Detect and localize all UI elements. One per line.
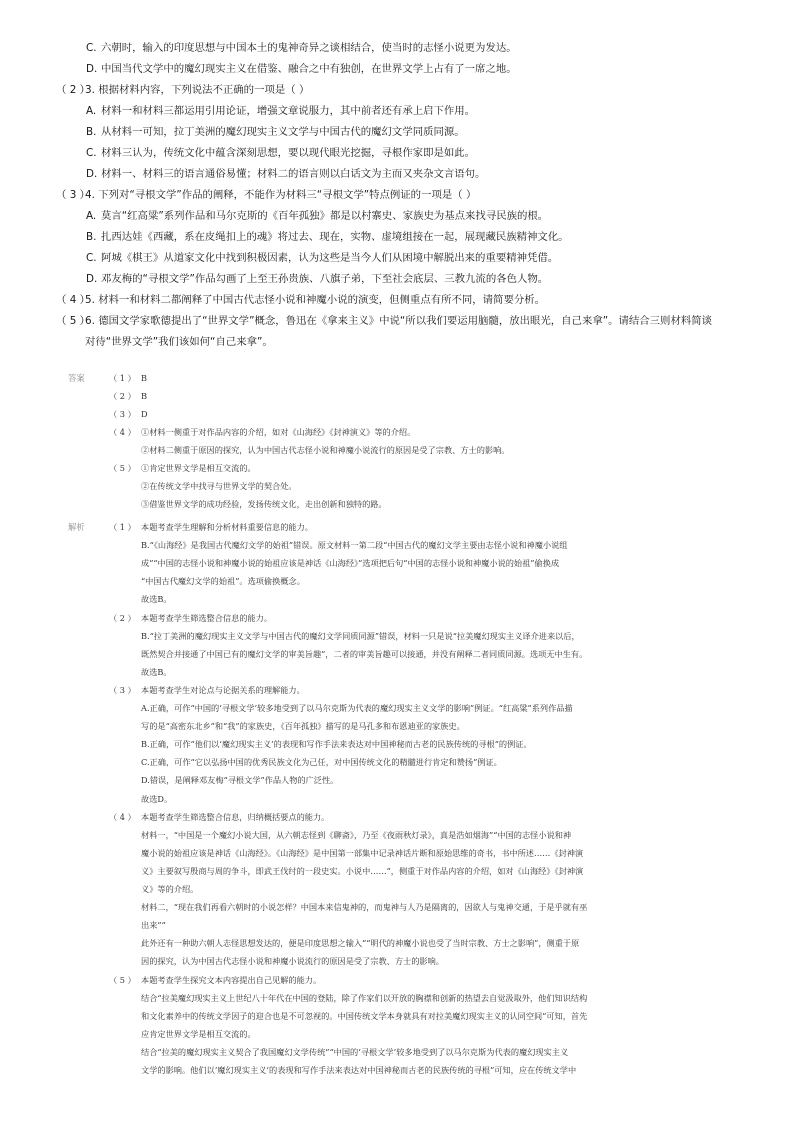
- option-row: [0, 250, 794, 271]
- item-text: ②材料二侧重于原因的探究，认为中国古代志怪小说和神魔小说流行的原因是受了宗教、方士的影响。: [141, 445, 510, 455]
- option-row: [0, 271, 794, 292]
- item-text: D: [141, 409, 148, 419]
- item-text: 本题考查学生筛选整合信息的能力。: [141, 612, 273, 623]
- item-text: 应肯定世界文学是相互交流的。: [141, 1028, 256, 1039]
- item-text: 材料二，“现在我们再看六朝时的小说怎样？中国本来信鬼神的，而鬼神与人乃是隔离的，因欲人与鬼神交通，于是乎就有巫: [141, 902, 588, 913]
- option-row: [0, 40, 794, 61]
- item-text: 文学的影响。他们以‘魔幻现实主义’的表现和写作手法来表达对中国神秘而古老的民族传统的寻根”可知，应在传统文学中: [141, 1065, 577, 1075]
- option-text: 邓友梅的“寻根文学”作品勾画了上至王孙贵族、八旗子弟，下至社会底层、三教九流的各色人物。: [101, 273, 549, 285]
- option-label: B.: [86, 126, 97, 138]
- question-number: （ 4 ）: [56, 294, 90, 306]
- item-text: B.“拉丁美洲的魔幻现实主义文学与中国古代的魔幻文学同质同源”错误，材料一只是说“拉美魔幻现实主义译介进来以后，: [141, 630, 580, 641]
- option-text: 六朝时，输入的印度思想与中国本土的鬼神奇异之谈相结合，使当时的志怪小说更为发达。: [101, 42, 517, 54]
- question-section: [0, 40, 794, 355]
- item-text: ②在传统文学中找寻与世界文学的契合处。: [141, 481, 297, 491]
- item-number: （ 1 ）: [109, 522, 136, 532]
- question-stem-row: [0, 313, 794, 334]
- question-number: （ 5 ）: [56, 315, 90, 327]
- question-stem-row: [0, 82, 794, 103]
- item-text: B: [141, 373, 148, 383]
- item-text: 成”“中国的志怪小说和神魔小说的始祖应该是神话《山海经》”选项把后句“中国的志怪小说和神魔小说的始祖”偷换成: [141, 558, 560, 569]
- item-text: 魔小说的始祖应该是神话《山海经》。《山海经》是中国第一部集中记录神话片断和原始思维的奇书，书中所述……《封神演: [141, 847, 584, 858]
- option-label: C.: [86, 147, 97, 159]
- option-text: 扎西达娃《西藏，系在皮绳扣上的魂》将过去、现在，实物、虚境组接在一起，展现藏民族精神文化。: [101, 231, 569, 243]
- option-row: [0, 166, 794, 187]
- question-stem: 对待“世界文学”我们该如何“自己来拿”。: [85, 336, 273, 348]
- option-label: D.: [86, 63, 98, 75]
- item-text: ①肯定世界文学是相互交流的。: [141, 463, 256, 473]
- item-text: 本题考查学生探究文本内容提出自己见解的能力。: [141, 974, 322, 985]
- question-stem: 4. 下列对“寻根文学”作品的阐释，不能作为材料三“寻根文学”特点例证的一项是（ ）: [85, 189, 477, 201]
- item-number: （ 2 ）: [109, 612, 136, 623]
- item-number: （ 3 ）: [109, 684, 136, 695]
- item-text: 本题考查学生理解和分析材料重要信息的能力。: [141, 522, 313, 532]
- option-label: B.: [86, 231, 97, 243]
- option-row: [0, 229, 794, 250]
- option-text: 材料三认为，传统文化中蕴含深刻思想，要以现代眼光挖掘，寻根作家即是如此。: [101, 147, 476, 159]
- option-label: D.: [86, 168, 98, 180]
- option-label: C.: [86, 42, 97, 54]
- option-label: D.: [86, 273, 98, 285]
- option-text: 阿城《棋王》从道家文化中找到积极因素，认为这些是当今人们从困境中解脱出来的重要精神凭借。: [101, 252, 559, 264]
- item-number: （ 5 ）: [109, 463, 136, 473]
- option-text: 从材料一可知，拉丁美洲的魔幻现实主义文学与中国古代的魔幻文学同质同源。: [101, 126, 465, 138]
- option-row: [0, 124, 794, 145]
- item-text: 写的是“高密东北乡”和“我”的家族史，《百年孤独》描写的是马孔多和布恩迪亚的家族史。: [141, 721, 465, 732]
- item-text: 和文化素养中的传统文学因子的迎合也是不可忽视的。中国传统文学本身就具有对拉美魔幻现实主义的认同空间”可知，首先: [141, 1010, 588, 1021]
- item-text: 因的探究，认为中国古代志怪小说和神魔小说流行的原因是受了宗教、方士的影响。: [141, 956, 444, 967]
- item-text: D.错误，是阐释邓友梅“寻根文学”作品人物的广泛性。: [141, 775, 339, 786]
- item-text: “中国古代魔幻文学的始祖”。选项偷换概念。: [141, 576, 305, 587]
- option-row: [0, 145, 794, 166]
- item-text: 义》主要叙写殷商与周的争斗，即武王伐纣的一段史实。小说中……”，侧重于对作品内容的介绍，如对《山海经》《封神演: [141, 865, 584, 876]
- item-number: （ 2 ）: [109, 391, 136, 401]
- item-number: （ 4 ）: [109, 427, 136, 437]
- option-label: A.: [86, 210, 97, 222]
- question-stem-continuation: [0, 334, 794, 355]
- item-text: ①材料一侧重于对作品内容的介绍，如对《山海经》《封神演义》等的介绍。: [141, 427, 416, 437]
- analysis-label: 解析: [68, 522, 85, 532]
- answer-label: 答案: [68, 373, 85, 383]
- item-text: C.正确，可作“它以弘扬中国的优秀民族文化为己任，对中国传统文化的精髓进行肯定和赞扬”例证。: [141, 757, 502, 768]
- item-text: 故选B。: [141, 666, 172, 677]
- item-text: 材料一，“中国是一个魔幻小说大国，从六朝志怪到《聊斋》，乃至《夜雨秋灯录》，真是浩如烟海”“中国的志怪小说和神: [141, 829, 572, 840]
- item-text: 此外还有一种助六朝人志怪思想发达的，便是印度思想之输入”“明代的神魔小说也受了当时宗教、方士之影响”，侧重于原: [141, 938, 580, 949]
- item-text: 本题考查学生筛选整合信息，归纳概括要点的能力。: [141, 811, 330, 822]
- question-number: （ 2 ）: [56, 84, 90, 96]
- item-number: （ 4 ）: [109, 811, 136, 822]
- item-text: B: [141, 391, 148, 401]
- item-number: （ 1 ）: [109, 373, 136, 383]
- item-text: 故选B。: [141, 594, 172, 605]
- question-stem-row: [0, 292, 794, 313]
- item-text: 本题考查学生对论点与论据关系的理解能力。: [141, 684, 305, 695]
- option-text: 莫言“红高粱”系列作品和马尔克斯的《百年孤独》都是以村寨史、家族史为基点来找寻民族的根。: [101, 210, 549, 222]
- question-stem: 6. 德国文学家歌德提出了“世界文学”概念，鲁迅在《拿来主义》中说“所以我们要运用脑髓，放出眼光，自己来拿”。请结合三则材料简谈: [85, 315, 713, 327]
- item-text: 故选D。: [141, 793, 173, 804]
- item-text: 既然契合并接通了中国已有的魔幻文学的审美旨趣”，二者的审美旨趣可以接通，并没有阐释二者同质同源。选项无中生有。: [141, 648, 588, 659]
- item-text: 出来”“: [141, 920, 166, 931]
- option-row: [0, 208, 794, 229]
- item-text: B.“《山海经》是我国古代魔幻文学的始祖”错误。原文材料一第二段“中国古代的魔幻文学主要由志怪小说和神魔小说组: [141, 540, 568, 551]
- item-text: ③借鉴世界文学的成功经验，发扬传统文化，走出创新和独特的路。: [141, 499, 387, 509]
- item-text: 结合“拉美的魔幻现实主义契合了我国魔幻文学传统”“中国的‘寻根文学’较多地受到了以马尔克斯为代表的魔幻现实主义: [141, 1046, 569, 1057]
- question-number: （ 3 ）: [56, 189, 90, 201]
- item-text: 义》等的介绍。: [141, 884, 199, 894]
- option-text: 中国当代文学中的魔幻现实主义在借鉴、融合之中有独创，在世界文学上占有了一席之地。: [101, 63, 517, 75]
- question-stem: 5. 材料一和材料二都阐释了中国古代志怪小说和神魔小说的演变，但侧重点有所不同，请简要分析。: [85, 294, 546, 306]
- option-label: C.: [86, 252, 97, 264]
- item-text: B.正确，可作“他们以‘魔幻现实主义’的表现和写作手法来表达对中国神秘而古老的民族传统的寻根”的例证。: [141, 739, 532, 750]
- item-number: （ 3 ）: [109, 409, 136, 419]
- option-text: 材料一、材料三的语言通俗易懂；材料二的语言则以白话文为主而又夹杂文言语句。: [101, 168, 486, 180]
- item-text: 结合“拉美魔幻现实主义上世纪八十年代在中国的登陆，除了作家们以开放的胸襟和创新的热望去自觉汲取外，他们知识结构: [141, 992, 588, 1003]
- item-text: A.正确，可作“中国的‘寻根文学’较多地受到了以马尔克斯为代表的魔幻现实主义文学的影响”例证。“红高粱”系列作品描: [141, 703, 573, 713]
- option-row: [0, 103, 794, 124]
- question-stem: 3. 根据材料内容，下列说法不正确的一项是（ ）: [85, 84, 310, 96]
- question-stem-row: [0, 187, 794, 208]
- item-number: （ 5 ）: [109, 974, 136, 985]
- option-label: A.: [86, 105, 97, 117]
- option-row: [0, 61, 794, 82]
- option-text: 材料一和材料三都运用引用论证，增强文章说服力，其中前者还有承上启下作用。: [101, 105, 476, 117]
